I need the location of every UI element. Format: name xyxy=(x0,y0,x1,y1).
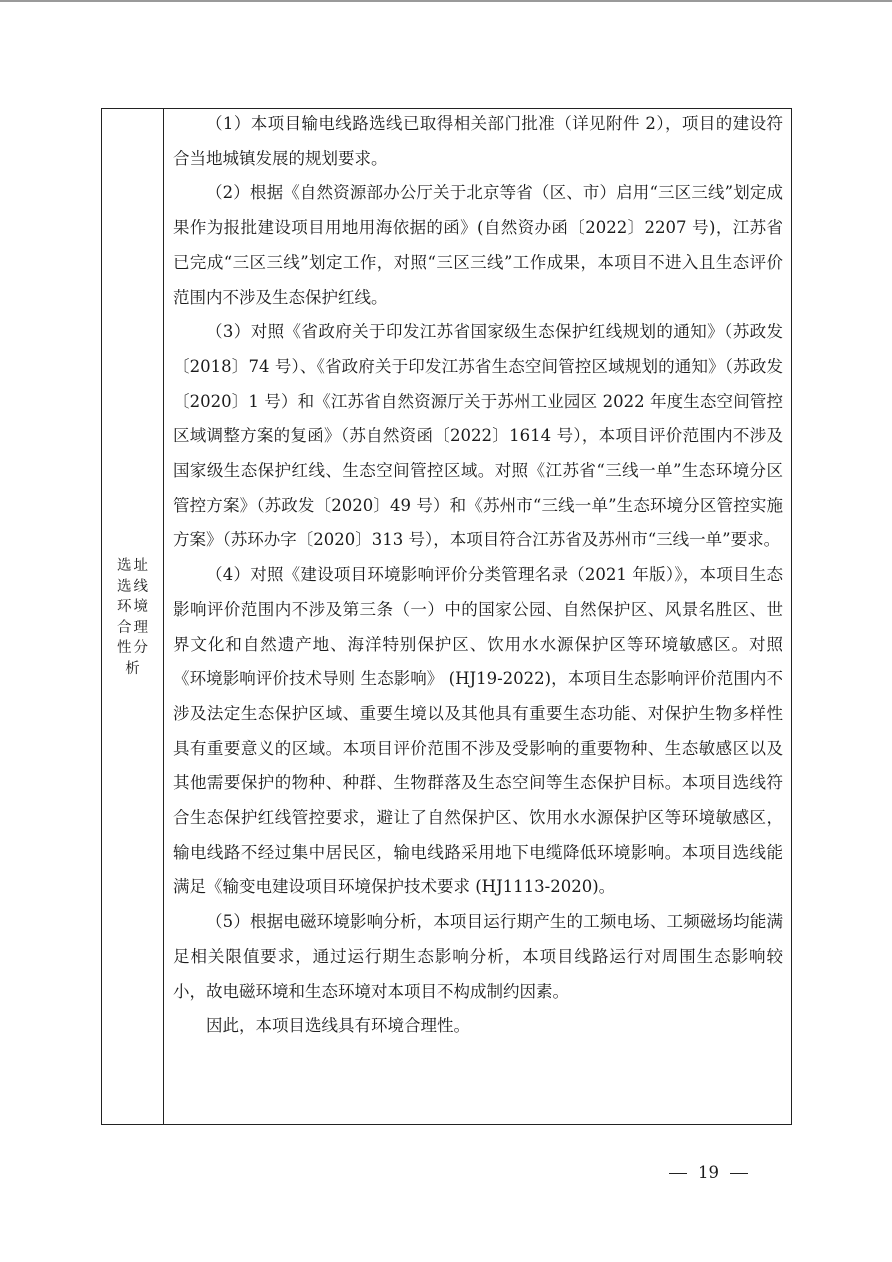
right-dash xyxy=(730,1173,748,1174)
paragraph-1: （1）本项目输电线路选线已取得相关部门批准（详见附件 2），项目的建设符合当地城镇发展的规划要求。 xyxy=(173,114,783,168)
paragraph-3: （3）对照《省政府关于印发江苏省国家级生态保护红线规划的通知》（苏政发〔2018〕74 号）、《省政府关于印发江苏省生态空间管控区域规划的通知》（苏政发〔2020〕1 号）和《江苏省自然资源厅关于苏州工业园区 2022 年度生态空间管控区域调整方案的复函》（苏自然资函〔2022〕1614 号），本项目评价范围内不涉及国家级生态保护红线、生态空间管控区域。对照《江苏省“三线一单”生态环境分区管控方案》（苏政发〔2020〕49 号）和《苏州市“三线一单”生态环境分区管控实施方案》（苏环办字〔2020〕313 号），本项目符合江苏省及苏州市“三线一单”要求。 xyxy=(173,322,783,550)
paragraph-4: （4）对照《建设项目环境影响评价分类管理名录（2021 年版）》，本项目生态影响评价范围内不涉及第三条（一）中的国家公园、自然保护区、风景名胜区、世界文化和自然遗产地、海洋特别保护区、饮用水水源保护区等环境敏感区。对照《环境影响评价技术导则 生态影响》 (HJ19-2022)，本项目生态影响评价范围内不涉及法定生态保护区域、重要生境以及其他具有重要生态功能、对保护生物多样性具有重要意义的区域。本项目评价范围不涉及受影响的重要物种、生态敏感区以及其他需要保护的物种、种群、生物群落及生态空间等生态保护目标。本项目选线符合生态保护红线管控要求，避让了自然保护区、饮用水水源保护区等环境敏感区，输电线路不经过集中居民区，输电线路采用地下电缆降低环境影响。本项目选线能满足《输变电建设项目环境保护技术要求 (HJ1113-2020)。 xyxy=(173,565,783,897)
left-dash xyxy=(669,1173,687,1174)
top-border-line xyxy=(0,0,892,2)
page-footer xyxy=(0,1163,892,1182)
row-label-cell xyxy=(102,109,164,1124)
content-cell xyxy=(164,109,791,1124)
analysis-table xyxy=(101,108,792,1125)
page-number-group xyxy=(658,1163,759,1182)
paragraph-conclusion: 因此，本项目选线具有环境合理性。 xyxy=(206,1016,470,1036)
page-number: 19 xyxy=(698,1163,719,1182)
paragraph-2: （2）根据《自然资源部办公厅关于北京等省（区、市）启用“三区三线”划定成果作为报批建设项目用地用海依据的函》(自然资办函〔2022〕2207 号)，江苏省已完成“三区三线”划定工作，对照“三区三线”工作成果，本项目不进入且生态评价范围内不涉及生态保护红线。 xyxy=(173,183,783,307)
paragraph-5: （5）根据电磁环境影响分析，本项目运行期产生的工频电场、工频磁场均能满足相关限值要求，通过运行期生态影响分析，本项目线路运行对周围生态影响较小，故电磁环境和生态环境对本项目不构成制约因素。 xyxy=(173,912,783,1001)
row-label: 选址选线环境合理性分析 xyxy=(117,558,150,677)
